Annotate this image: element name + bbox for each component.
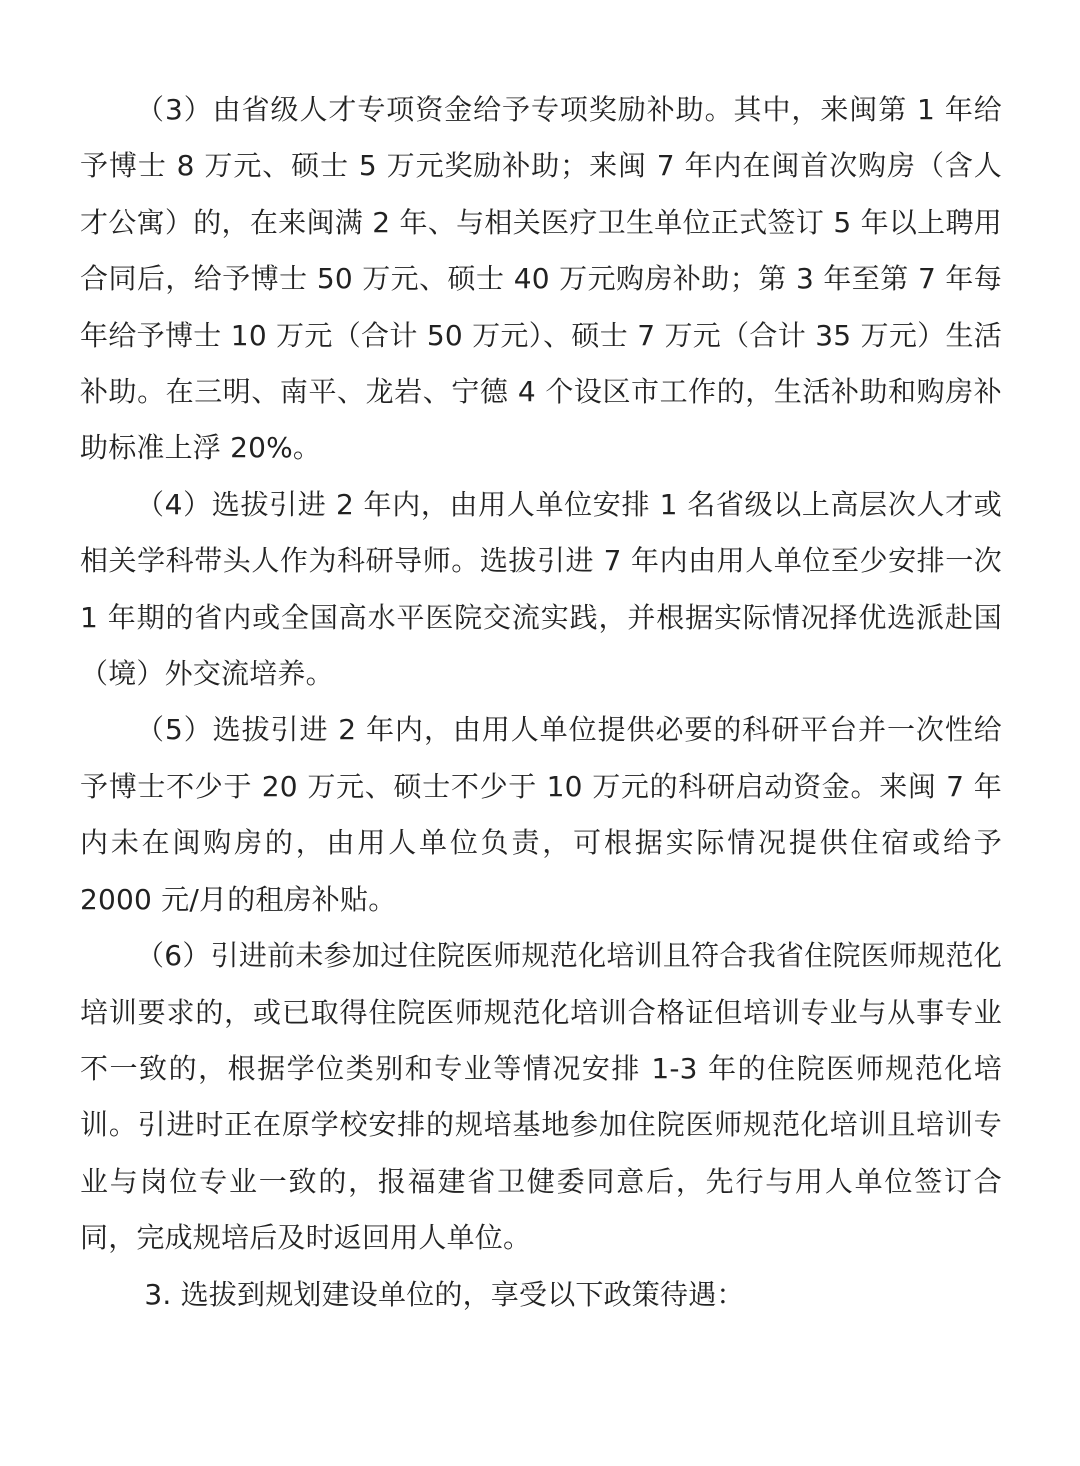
paragraph-item-4-mentor: （4）选拔引进 2 年内，由用人单位安排 1 名省级以上高层次人才或相关学科带头人作为科研导师。选拔引进 7 年内由用人单位至少安排一次 1 年期的省内或全国高水平医院交流实践，并根据实际情况择优选派赴国（境）外交流培养。 — [80, 487, 1002, 691]
document-page — [80, 82, 1002, 1323]
paragraph-item-3-subsidy: （3）由省级人才专项资金给予专项奖励补助。其中，来闽第 1 年给予博士 8 万元、硕士 5 万元奖励补助；来闽 7 年内在闽首次购房（含人才公寓）的，在来闽满 2 年、与相关医疗卫生单位正式签订 5 年以上聘用合同后，给予博士 50 万元、硕士 40 万元购房补助；第 3 年至第 7 年每年给予博士 10 万元（合计 50 万元）、硕士 7 万元（合计 35 万元）生活补助。在三明、南平、龙岩、宁德 4 个设区市工作的，生活补助和购房补助标准上浮 20%。 — [80, 93, 1002, 465]
section-heading-3: 3. 选拔到规划建设单位的，享受以下政策待遇： — [144, 1277, 745, 1311]
paragraph-item-5-research-funds: （5）选拔引进 2 年内，由用人单位提供必要的科研平台并一次性给予博士不少于 20 万元、硕士不少于 10 万元的科研启动资金。来闽 7 年内未在闽购房的，由用人单位负责，可根据实际情况提供住宿或给予 2000 元/月的租房补贴。 — [80, 713, 1002, 916]
paragraph-item-6-residency-training: （6）引进前未参加过住院医师规范化培训且符合我省住院医师规范化培训要求的，或已取得住院医师规范化培训合格证但培训专业与从事专业不一致的，根据学位类别和专业等情况安排 1-3 年的住院医师规范化培训。引进时正在原学校安排的规培基地参加住院医师规范化培训且培训专业与岗位专业一致的，报福建省卫健委同意后，先行与用人单位签订合同，完成规培后及时返回用人单位。 — [80, 939, 1002, 1255]
